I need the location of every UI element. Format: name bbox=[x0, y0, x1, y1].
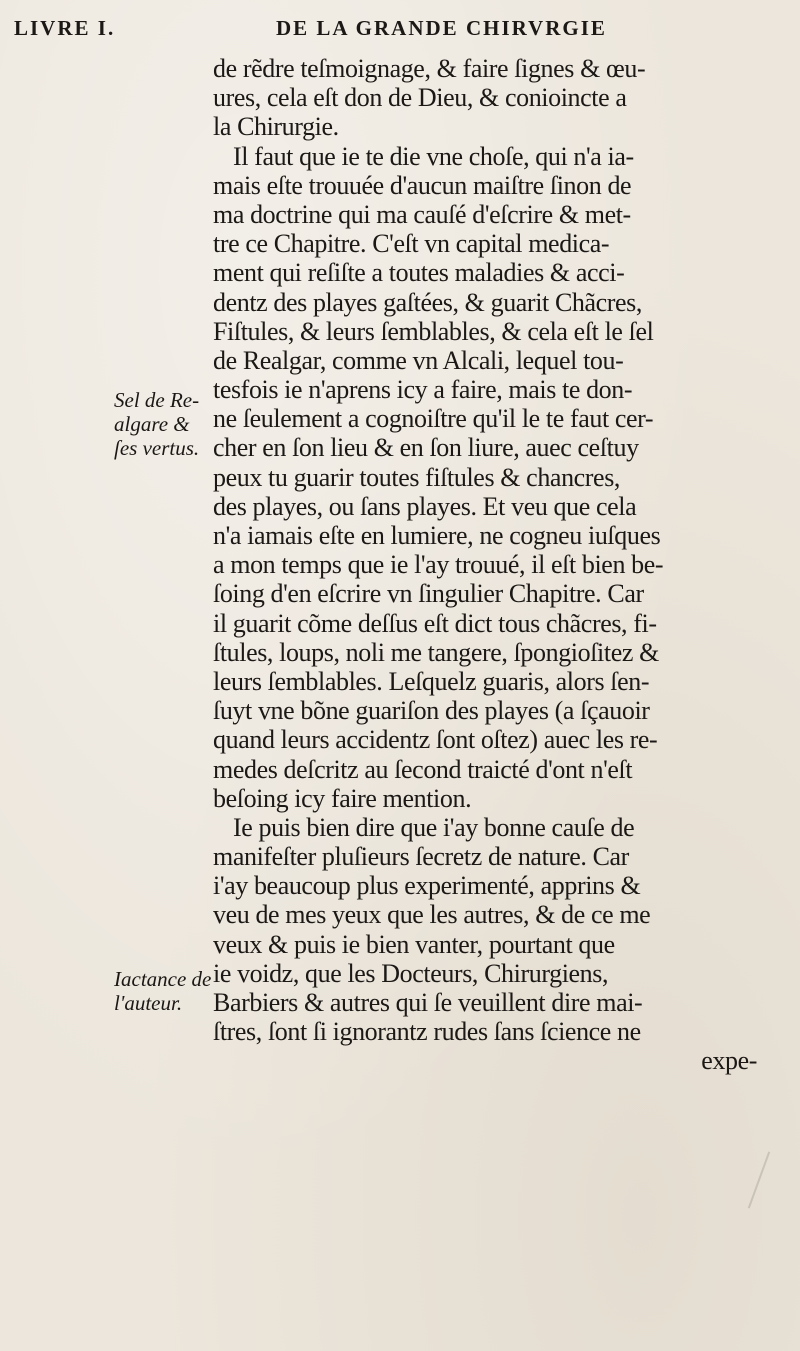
running-head bbox=[14, 16, 794, 48]
paragraph-start: Il faut que ie te die vne choſe, qui n'a ia- bbox=[233, 141, 634, 171]
text-line: des playes, ou ſans playes. Et veu que cela bbox=[213, 491, 637, 521]
text-line: tesfois ie n'aprens icy a faire, mais te don- bbox=[213, 375, 633, 405]
running-head-title: DE LA GRANDE CHIRVRGIE bbox=[276, 16, 607, 40]
text-line: ment qui reſiſte a toutes maladies & acci- bbox=[213, 258, 625, 288]
text-line: cher en ſon lieu & en ſon liure, auec ceſtuy bbox=[213, 433, 639, 463]
text-line: tre ce Chapitre. C'eſt vn capital medica- bbox=[213, 229, 610, 259]
catchword: expe- bbox=[701, 1046, 757, 1076]
text-line: ma doctrine qui ma cauſé d'eſcrire & met- bbox=[213, 199, 631, 229]
text-line: ſtules, loups, noli me tangere, ſpongioſitez & bbox=[213, 637, 659, 667]
text-line: veu de mes yeux que les autres, & de ce me bbox=[213, 900, 651, 930]
text-line: manifeſter pluſieurs ſecretz de nature. Car bbox=[213, 842, 629, 872]
paper-stain bbox=[748, 1151, 770, 1208]
margin-note-line: Iactance de bbox=[114, 967, 212, 991]
text-line: ſuyt vne bõne guariſon des playes (a ſçauoir bbox=[213, 696, 650, 726]
text-line: beſoing icy faire mention. bbox=[213, 783, 472, 813]
running-head-book-number: LIVRE I. bbox=[14, 16, 116, 40]
text-line: veux & puis ie bien vanter, pourtant que bbox=[213, 929, 615, 959]
text-line: de Realgar, comme vn Alcali, lequel tou- bbox=[213, 345, 624, 375]
text-line: ie voidz, que les Docteurs, Chirurgiens, bbox=[213, 958, 609, 988]
text-line: n'a iamais eſte en lumiere, ne cogneu iuſques bbox=[213, 521, 661, 550]
text-line: ſoing d'en eſcrire vn ſingulier Chapitre. Car bbox=[213, 579, 644, 609]
body-text bbox=[213, 54, 781, 1076]
text-line: quand leurs accidentz ſont oſtez) auec les re- bbox=[213, 725, 658, 755]
text-line: leurs ſemblables. Leſquelz guaris, alors ſen- bbox=[213, 666, 650, 696]
margin-note-realgar bbox=[114, 388, 199, 460]
text-line: dentz des playes gaſtées, & guarit Chãcres, bbox=[213, 287, 642, 317]
margin-note-line: ſes vertus. bbox=[114, 436, 200, 460]
margin-note-line: Sel de Re- bbox=[114, 388, 200, 412]
text-line: medes deſcritz au ſecond traicté d'ont n'eſt bbox=[213, 754, 633, 784]
margin-note-author bbox=[114, 967, 211, 1015]
margin-note-line: l'auteur. bbox=[114, 991, 183, 1015]
text-line: i'ay beaucoup plus experimenté, apprins & bbox=[213, 871, 641, 901]
text-line: peux tu guarir toutes fiſtules & chancres, bbox=[213, 462, 621, 492]
text-line: Barbiers & autres qui ſe veuillent dire mai- bbox=[213, 988, 643, 1017]
text-line: ſtres, ſont ſi ignorantz rudes ſans ſcience ne bbox=[213, 1017, 641, 1047]
text-line: Fiſtules, & leurs ſemblables, & cela eſt le ſel bbox=[213, 316, 654, 346]
text-line: a mon temps que ie l'ay trouué, il eſt bien be- bbox=[213, 550, 664, 580]
text-line: ures, cela eſt don de Dieu, & conioincte a bbox=[213, 83, 627, 113]
margin-note-line: algare & bbox=[114, 412, 190, 436]
text-line: la Chirurgie. bbox=[213, 112, 339, 142]
paragraph-start: Ie puis bien dire que i'ay bonne cauſe de bbox=[233, 812, 635, 842]
text-line: mais eſte trouuée d'aucun maiſtre ſinon de bbox=[213, 170, 632, 200]
text-line: il guarit cõme deſſus eſt dict tous chãcres, fi- bbox=[213, 608, 657, 638]
text-line: de rẽdre teſmoignage, & faire ſignes & œu- bbox=[213, 54, 646, 83]
text-line: ne ſeulement a cognoiſtre qu'il le te faut cer- bbox=[213, 404, 654, 434]
